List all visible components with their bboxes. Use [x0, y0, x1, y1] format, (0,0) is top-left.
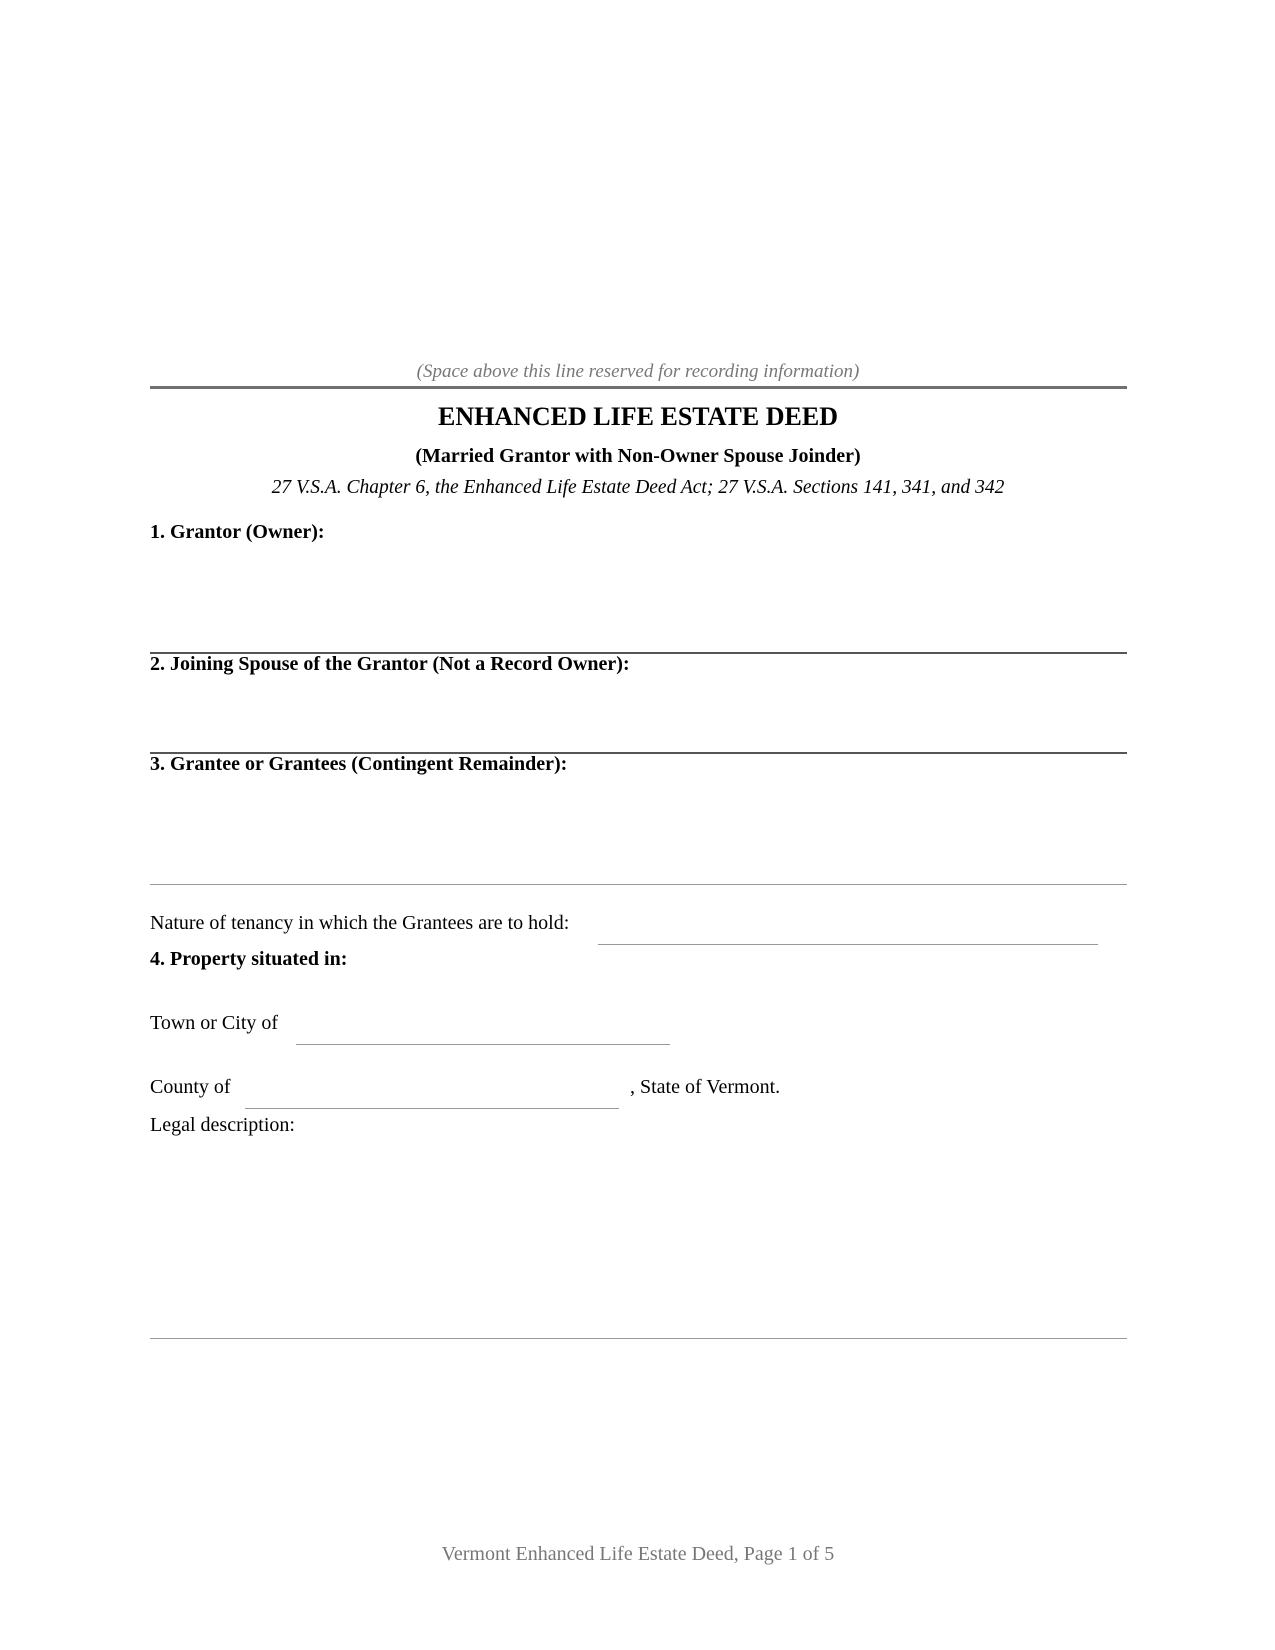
- tenancy-field[interactable]: [598, 944, 1098, 945]
- section-grantees-heading: 3. Grantee or Grantees (Contingent Remainder):: [150, 753, 568, 775]
- document-subtitle: (Married Grantor with Non-Owner Spouse Joinder): [415, 445, 861, 467]
- document-title: ENHANCED LIFE ESTATE DEED: [438, 402, 838, 431]
- legal-description-label: Legal description:: [150, 1114, 295, 1136]
- page-footer: Vermont Enhanced Life Estate Deed, Page 1 of 5: [441, 1543, 835, 1565]
- grantees-field-line[interactable]: [150, 884, 1127, 885]
- tenancy-label: Nature of tenancy in which the Grantees are to hold:: [150, 912, 570, 934]
- state-suffix: , State of Vermont.: [630, 1076, 781, 1098]
- section-property-heading: 4. Property situated in:: [150, 948, 348, 970]
- county-field[interactable]: [245, 1108, 619, 1109]
- section-grantor-heading: 1. Grantor (Owner):: [150, 521, 325, 543]
- recording-divider: [150, 386, 1127, 389]
- legal-description-field-line[interactable]: [150, 1338, 1127, 1339]
- section-spouse-heading: 2. Joining Spouse of the Grantor (Not a Record Owner):: [150, 653, 630, 675]
- recording-space-note: (Space above this line reserved for recording information): [416, 361, 860, 382]
- town-label: Town or City of: [150, 1012, 279, 1034]
- town-field[interactable]: [296, 1044, 670, 1045]
- county-label: County of: [150, 1076, 231, 1098]
- statute-citation: 27 V.S.A. Chapter 6, the Enhanced Life Estate Deed Act; 27 V.S.A. Sections 141, 341, and 342: [271, 477, 1005, 498]
